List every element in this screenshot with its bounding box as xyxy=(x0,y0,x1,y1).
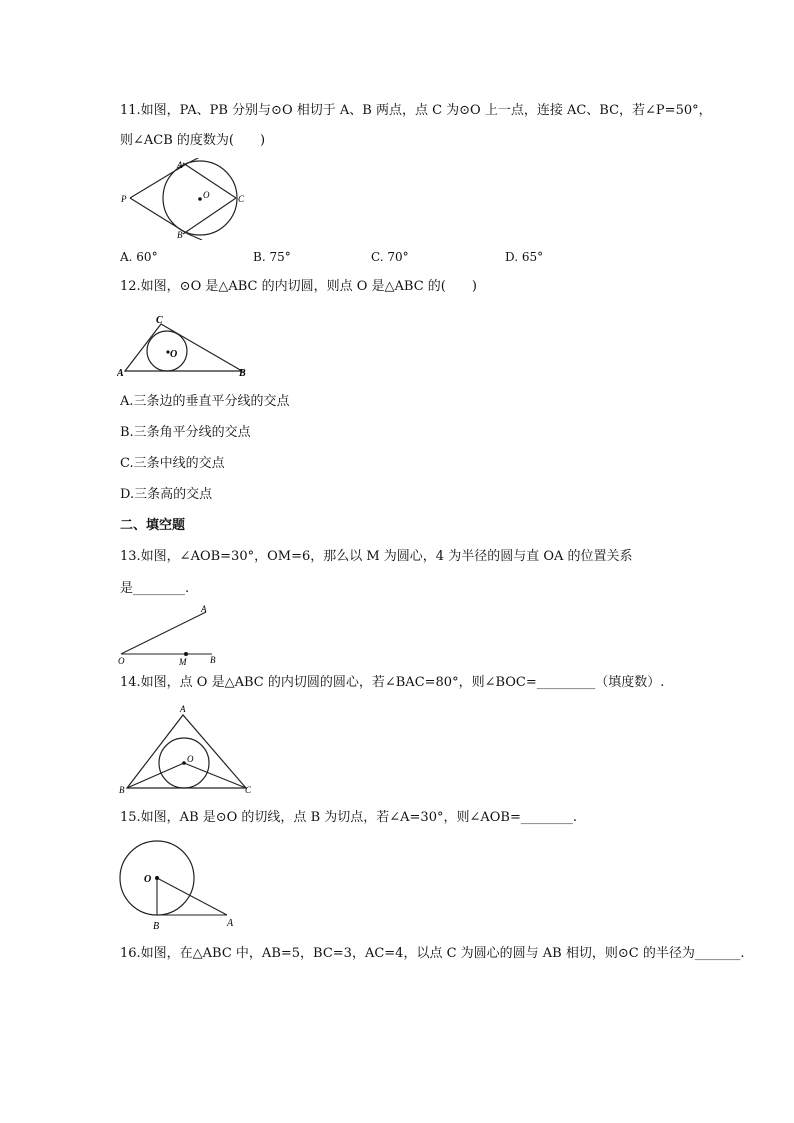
q11-label-b: B xyxy=(177,230,183,240)
q12-option-a: A.三条边的垂直平分线的交点 xyxy=(120,394,290,409)
q13-ray-oa xyxy=(121,612,206,654)
q11-label-a: A xyxy=(177,160,183,170)
q11-line-pb xyxy=(130,198,188,234)
q11-label-p: P xyxy=(121,194,127,204)
q12-stem: 12.如图，⊙O 是△ABC 的内切圆，则点 O 是△ABC 的( ) xyxy=(120,279,477,294)
q15-figure xyxy=(116,838,241,934)
q14-stem: 14.如图，点 O 是△ABC 的内切圆的圆心，若∠BAC=80°，则∠BOC=_________（填度数）. xyxy=(120,675,665,690)
q14-line-bo xyxy=(127,763,184,788)
q11-figure xyxy=(118,158,253,240)
q11-option-a: A. 60° xyxy=(120,250,158,264)
q12-label-o: O xyxy=(170,349,178,360)
q11-line-bc xyxy=(183,198,236,234)
q14-center-dot xyxy=(182,761,186,765)
q15-stem: 15.如图，AB 是⊙O 的切线，点 B 为切点，若∠A=30°，则∠AOB=________. xyxy=(120,810,577,825)
q12-triangle-abc xyxy=(125,324,242,371)
q11-stem-line2: 则∠ACB 的度数为( ) xyxy=(120,133,266,148)
q14-figure xyxy=(116,700,256,796)
q12-option-c: C.三条中线的交点 xyxy=(120,456,225,471)
q13-label-b: B xyxy=(210,655,216,665)
q11-line-ac xyxy=(183,163,236,198)
q14-label-o: O xyxy=(187,754,194,764)
q12-option-d: D.三条高的交点 xyxy=(120,487,213,502)
q13-figure xyxy=(116,602,222,666)
q13-stem-line1: 13.如图，∠AOB=30°，OM=6，那么以 M 为圆心，4 为半径的圆与直 OA 的位置关系 xyxy=(120,549,633,564)
q15-label-o: O xyxy=(144,874,152,885)
q15-label-a: A xyxy=(227,918,234,929)
q12-label-b: B xyxy=(239,368,246,378)
q12-label-c: C xyxy=(156,315,163,326)
q12-figure xyxy=(117,312,252,378)
q13-label-m: M xyxy=(179,657,187,666)
q11-label-o: O xyxy=(203,190,210,200)
q15-center-dot xyxy=(155,876,159,880)
q13-point-m xyxy=(184,652,188,656)
q13-stem-line2: 是________. xyxy=(120,581,190,596)
q14-label-a: A xyxy=(180,704,186,714)
q11-stem-line1: 11.如图，PA、PB 分别与⊙O 相切于 A、B 两点，点 C 为⊙O 上一点，连接 AC、BC，若∠P=50°， xyxy=(120,103,712,118)
q16-stem: 16.如图，在△ABC 中，AB=5，BC=3，AC=4，以点 C 为圆心的圆与 AB 相切，则⊙C 的半径为_______. xyxy=(120,946,745,961)
q11-option-d: D. 65° xyxy=(505,250,544,264)
q13-label-a: A xyxy=(201,604,207,614)
q14-triangle-abc xyxy=(127,715,246,788)
q14-label-b: B xyxy=(119,785,125,795)
q12-label-a: A xyxy=(117,368,124,378)
q11-label-c: C xyxy=(238,194,245,204)
q13-label-o: O xyxy=(118,656,125,666)
section-title-fill-in: 二、填空题 xyxy=(120,518,186,533)
q11-center-dot xyxy=(198,197,202,201)
q14-line-oc xyxy=(184,763,246,788)
q14-label-c: C xyxy=(245,785,252,795)
q15-label-b: B xyxy=(153,921,160,932)
q15-line-oa xyxy=(157,878,227,915)
q11-option-b: B. 75° xyxy=(253,250,291,264)
q12-option-b: B.三条角平分线的交点 xyxy=(120,425,251,440)
q11-option-c: C. 70° xyxy=(371,250,409,264)
